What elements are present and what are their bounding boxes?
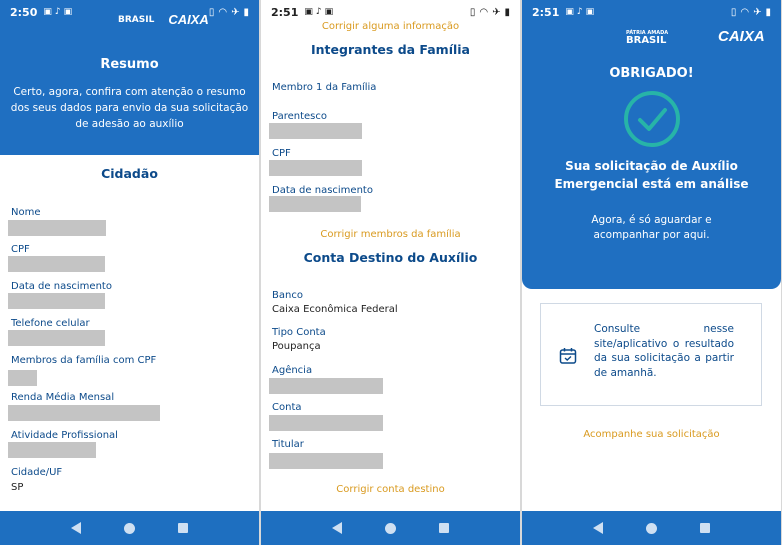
redacted-value bbox=[8, 220, 106, 236]
caixa-logo: CAIXA bbox=[168, 12, 209, 27]
info-box bbox=[540, 303, 762, 406]
android-nav-bar bbox=[522, 511, 781, 545]
screen-obrigado bbox=[522, 0, 781, 545]
field-value-bank: Caixa Econômica Federal bbox=[272, 304, 398, 315]
summary-instructions: Certo, agora, confira com atenção o resumo dos seus dados para envio da sua solicitação de adesão ao auxílio bbox=[10, 86, 249, 130]
redacted-value bbox=[8, 293, 105, 309]
redacted-value bbox=[269, 415, 383, 431]
info-text: Consulte nesse site/aplicativo o resultado da sua solicitação a partir de amanhã. bbox=[594, 323, 734, 379]
redacted-value bbox=[269, 378, 383, 394]
thank-you-title: OBRIGADO! bbox=[609, 66, 694, 81]
field-label-city: Cidade/UF bbox=[11, 467, 63, 478]
back-icon[interactable] bbox=[332, 522, 342, 534]
status-time: 2:51 bbox=[532, 5, 560, 19]
gallery-icon: ▣ bbox=[43, 7, 52, 17]
field-label-account-type: Tipo Conta bbox=[272, 327, 326, 338]
home-icon[interactable] bbox=[646, 523, 657, 534]
tiktok-icon: ♪ bbox=[54, 7, 61, 17]
redacted-value bbox=[8, 370, 37, 386]
redacted-value bbox=[8, 405, 160, 421]
vibrate-icon: ▯ bbox=[469, 6, 476, 18]
field-label-bank: Banco bbox=[272, 290, 303, 301]
section-title-family: Integrantes da Família bbox=[311, 42, 470, 57]
correct-info-link[interactable]: Corrigir alguma informação bbox=[321, 21, 460, 32]
correct-account-link[interactable]: Corrigir conta destino bbox=[336, 484, 445, 495]
caixa-logo: CAIXA bbox=[718, 28, 765, 45]
redacted-value bbox=[269, 453, 383, 469]
redacted-value bbox=[269, 123, 362, 139]
vibrate-icon: ▯ bbox=[208, 6, 215, 18]
status-bar bbox=[522, 0, 781, 24]
field-label-relationship: Parentesco bbox=[272, 111, 327, 122]
back-icon[interactable] bbox=[593, 522, 603, 534]
airplane-icon: ✈ bbox=[231, 6, 240, 18]
member-title: Membro 1 da Família bbox=[272, 82, 377, 93]
field-label-agency: Agência bbox=[272, 365, 313, 376]
calendar-icon bbox=[559, 347, 577, 365]
battery-icon: ▮ bbox=[243, 6, 249, 18]
gallery-icon: ▣ bbox=[565, 7, 574, 17]
status-message: Sua solicitação de Auxílio Emergencial está em análise bbox=[554, 159, 749, 191]
redacted-value bbox=[8, 330, 105, 346]
field-label-occupation: Atividade Profissional bbox=[11, 430, 118, 441]
photo-icon: ▣ bbox=[324, 7, 334, 17]
airplane-icon: ✈ bbox=[753, 6, 762, 18]
field-value-account-type: Poupança bbox=[272, 341, 321, 352]
home-icon[interactable] bbox=[124, 523, 135, 534]
section-title-account: Conta Destino do Auxílio bbox=[303, 250, 478, 265]
field-label-nome: Nome bbox=[11, 207, 41, 218]
field-value-city: SP bbox=[11, 482, 24, 493]
battery-icon: ▮ bbox=[504, 6, 510, 18]
brasil-logo: PÁTRIA AMADA BRASIL bbox=[626, 30, 669, 46]
field-label-phone: Telefone celular bbox=[11, 318, 90, 329]
field-label-cpf: CPF bbox=[272, 148, 291, 159]
check-icon bbox=[624, 91, 680, 147]
tiktok-icon: ♪ bbox=[315, 7, 322, 17]
tiktok-icon: ♪ bbox=[576, 7, 583, 17]
screen-resumo bbox=[0, 0, 259, 545]
correct-family-link[interactable]: Corrigir membros da família bbox=[320, 229, 461, 240]
recent-apps-icon[interactable] bbox=[439, 523, 449, 533]
status-time: 2:51 bbox=[271, 5, 299, 19]
field-label-birthdate: Data de nascimento bbox=[11, 281, 112, 292]
wifi-icon: ◠ bbox=[740, 6, 750, 18]
screen-familia-conta bbox=[261, 0, 520, 545]
confirmation-card bbox=[522, 0, 781, 289]
airplane-icon: ✈ bbox=[492, 6, 501, 18]
battery-icon: ▮ bbox=[765, 6, 771, 18]
field-label-income: Renda Média Mensal bbox=[11, 392, 115, 403]
android-nav-bar bbox=[261, 511, 520, 545]
vibrate-icon: ▯ bbox=[730, 6, 737, 18]
redacted-value bbox=[8, 256, 105, 272]
status-subtext: Agora, é só aguardar e acompanhar por aqui. bbox=[591, 214, 712, 241]
home-icon[interactable] bbox=[385, 523, 396, 534]
redacted-value bbox=[8, 442, 96, 458]
redacted-value bbox=[269, 196, 361, 212]
field-label-account: Conta bbox=[272, 402, 302, 413]
track-request-link[interactable]: Acompanhe sua solicitação bbox=[583, 429, 720, 440]
redacted-value bbox=[269, 160, 362, 176]
recent-apps-icon[interactable] bbox=[178, 523, 188, 533]
photo-icon: ▣ bbox=[585, 7, 595, 17]
wifi-icon: ◠ bbox=[479, 6, 489, 18]
android-nav-bar bbox=[0, 511, 259, 545]
section-title-cidadao: Cidadão bbox=[101, 166, 158, 181]
gallery-icon: ▣ bbox=[304, 7, 313, 17]
photo-icon: ▣ bbox=[63, 7, 73, 17]
status-bar bbox=[0, 0, 259, 24]
page-title: Resumo bbox=[100, 57, 159, 72]
back-icon[interactable] bbox=[71, 522, 81, 534]
wifi-icon: ◠ bbox=[218, 6, 228, 18]
recent-apps-icon[interactable] bbox=[700, 523, 710, 533]
status-time: 2:50 bbox=[10, 5, 38, 19]
field-label-family: Membros da família com CPF bbox=[11, 355, 157, 366]
field-label-birthdate: Data de nascimento bbox=[272, 185, 373, 196]
status-bar bbox=[261, 0, 520, 24]
field-label-cpf: CPF bbox=[11, 244, 30, 255]
brasil-logo: BRASIL bbox=[118, 14, 155, 25]
field-label-holder: Titular bbox=[272, 439, 304, 450]
